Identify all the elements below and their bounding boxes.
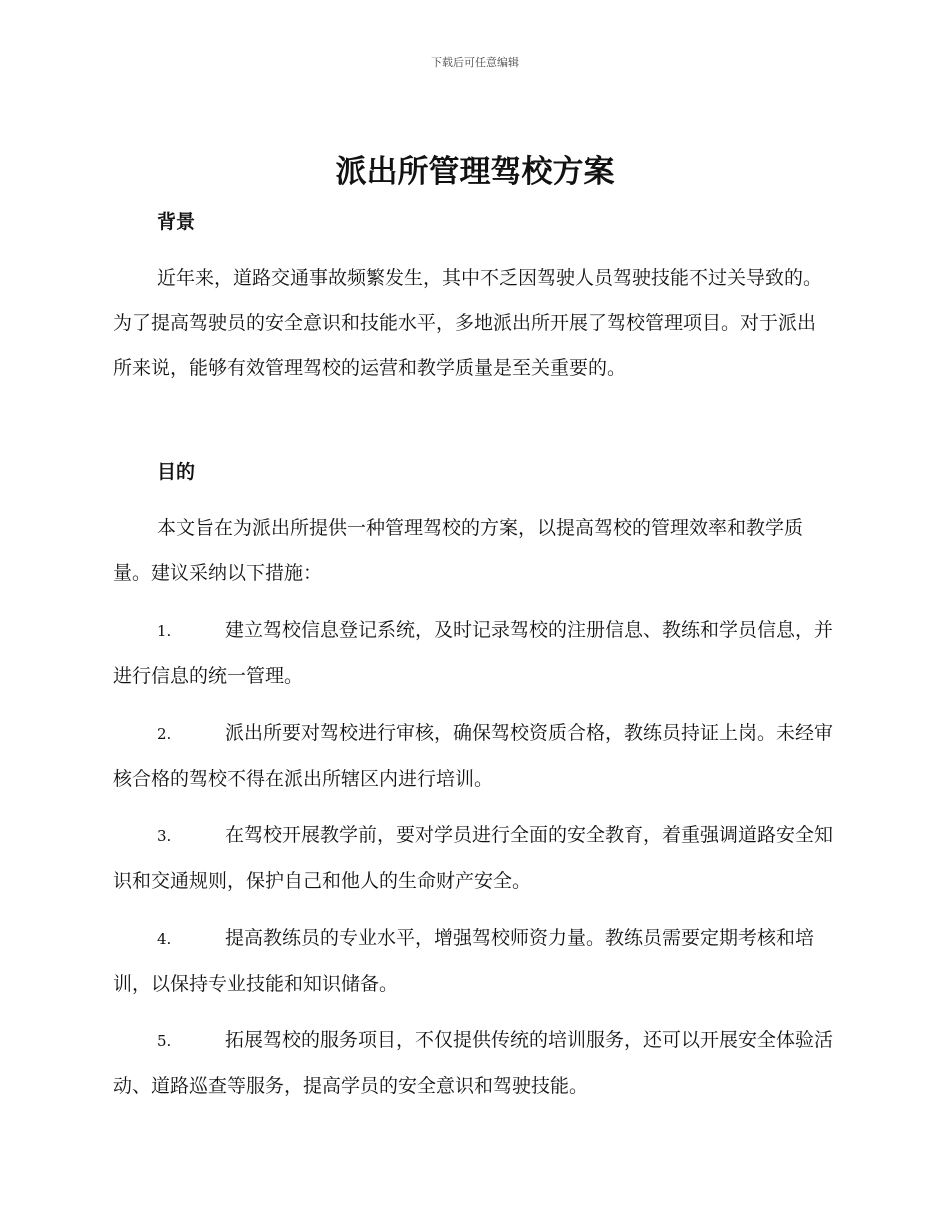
section-heading-purpose: 目的 [157,461,196,483]
measure-number: 5. [157,1032,172,1050]
measure-item [113,608,833,699]
section-heading-background: 背景 [157,211,196,233]
measure-number: 4. [157,930,172,948]
measure-number: 3. [157,827,172,845]
background-paragraph: 近年来，道路交通事故频繁发生，其中不乏因驾驶人员驾驶技能不过关导致的。为了提高驾驶员的安全意识和技能水平，多地派出所开展了驾校管理项目。对于派出所来说，能够有效管理驾校的运营和教学质量是至关重要的。 [113,267,823,379]
measure-text: 派出所要对驾校进行审核，确保驾校资质合格，教练员持证上岗。未经审核合格的驾校不得在派出所辖区内进行培训。 [113,722,834,790]
measure-text: 在驾校开展教学前，要对学员进行全面的安全教育，着重强调道路安全知识和交通规则，保护自己和他人的生命财产安全。 [113,824,834,892]
document-title: 派出所管理驾校方案 [335,154,615,190]
header-note: 下载后可任意编辑 [431,56,519,69]
measure-item [113,1018,833,1109]
measure-item [113,711,833,802]
measure-number: 2. [157,725,172,743]
measure-text: 拓展驾校的服务项目，不仅提供传统的培训服务，还可以开展安全体验活动、道路巡查等服务，提高学员的安全意识和驾驶技能。 [113,1029,834,1097]
measure-text: 提高教练员的专业水平，增强驾校师资力量。教练员需要定期考核和培训，以保持专业技能和知识储备。 [113,927,815,995]
measure-text: 建立驾校信息登记系统，及时记录驾校的注册信息、教练和学员信息，并进行信息的统一管理。 [113,619,834,687]
measure-item [113,916,833,1007]
purpose-paragraph: 本文旨在为派出所提供一种管理驾校的方案，以提高驾校的管理效率和教学质量。建议采纳以下措施： [113,517,804,584]
measure-number: 1. [157,622,172,640]
measure-item [113,813,833,904]
